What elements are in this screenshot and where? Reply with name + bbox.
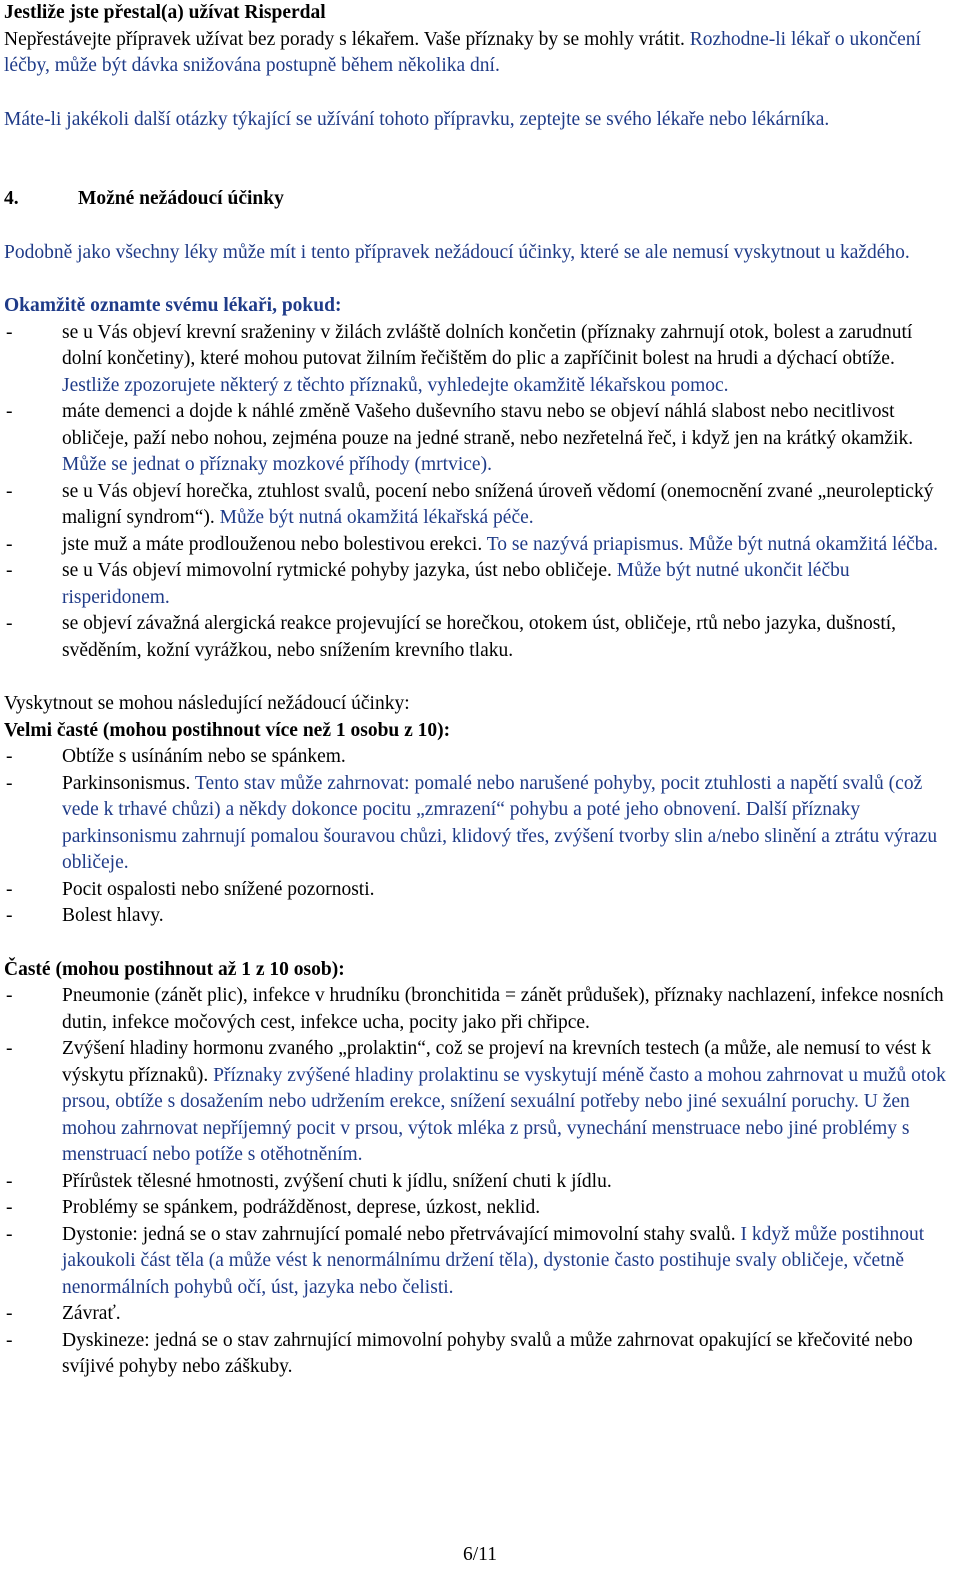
questions-text: Máte-li jakékoli další otázky týkající se užívání tohoto přípravku, zeptejte se svého lékaře nebo lékárníka. [4, 108, 830, 130]
stopping-heading: Jestliže jste přestal(a) užívat Risperdal [4, 2, 326, 23]
common-list [4, 983, 956, 1381]
list-item: - Parkinsonismus. Tento stav může zahrnovat: pomalé nebo narušené pohyby, pocit ztuhlosti a napětí svalů (což vede k trhavé chůzi) a někdy dokonce pocitu „zmrazení“ pohybu a poté jeho obnovení. Další příznaky parkinsonismu zahrnují pomalou šouravou chůzi, klidový třes, zvýšení tvorby slin a/nebo slinění a ztrátu výrazu obličeje. [4, 771, 956, 877]
list-item: - Závrať. [4, 1301, 956, 1328]
stopping-text: Nepřestávejte přípravek užívat bez porady s lékařem. Vaše příznaky by se mohly vrátit. Rozhodne-li lékař o ukončení léčby, může být dávka snižována postupně během několika dní. [4, 28, 921, 76]
list-item: - Dyskineze: jedná se o stav zahrnující mimovolní pohyby svalů a může zahrnovat opakující se křečovité nebo svíjivé pohyby nebo záškuby. [4, 1328, 956, 1381]
list-item: - máte demenci a dojde k náhlé změně Vašeho duševního stavu nebo se objeví náhlá slabost nebo necitlivost obličeje, paží nebo nohou, zejména pouze na jedné straně, nebo nezřetelná řeč, i když jen na krátký okamžik. Může se jednat o příznaky mozkové příhody (mrtvice). [4, 399, 956, 479]
common-heading: Časté (mohou postihnout až 1 z 10 osob): [4, 958, 345, 980]
list-item: - jste muž a máte prodlouženou nebo bolestivou erekci. To se nazývá priapismus. Může být nutná okamžitá léčba. [4, 532, 956, 559]
list-item: - Dystonie: jedná se o stav zahrnující pomalé nebo přetrvávající mimovolní stahy svalů. I když může postihnout jakoukoli část těla (a může vést k nenormálnímu držení těla), dystonie často postihuje svaly obličeje, včetně nenormálních pohybů očí, úst, jazyka nebo čelisti. [4, 1222, 956, 1302]
section-number: 4. [4, 188, 19, 209]
urgent-list [4, 320, 956, 665]
list-item: - Pocit ospalosti nebo snížené pozornosti. [4, 877, 956, 904]
list-item: - se objeví závažná alergická reakce projevující se horečkou, otokem úst, obličeje, rtů nebo jazyka, dušností, svěděním, kožní vyrážkou, nebo snížením krevního tlaku. [4, 611, 956, 664]
list-item: - Bolest hlavy. [4, 903, 956, 930]
side-effects-intro: Vyskytnout se mohou následující nežádoucí účinky: [4, 693, 410, 714]
section-title: Možné nežádoucí účinky [78, 188, 284, 209]
section-4-heading [4, 186, 956, 213]
list-item: - Přírůstek tělesné hmotnosti, zvýšení chuti k jídlu, snížení chuti k jídlu. [4, 1169, 956, 1196]
very-common-list [4, 744, 956, 930]
page-number: 6/11 [463, 1544, 497, 1565]
section-intro: Podobně jako všechny léky může mít i tento přípravek nežádoucí účinky, které se ale nemusí vyskytnout u každého. [4, 241, 910, 263]
list-item: - se u Vás objeví krevní sraženiny v žilách zvláště dolních končetin (příznaky zahrnují otok, bolest a zarudnutí dolní končetiny), které mohou putovat žilním řečištěm do plic a zapříčinit bolest na hrudi a dýchací obtíže. Jestliže zpozorujete některý z těchto příznaků, vyhledejte okamžitě lékařskou pomoc. [4, 320, 956, 400]
list-item: - Pneumonie (zánět plic), infekce v hrudníku (bronchitida = zánět průdušek), příznaky nachlazení, infekce nosních dutin, infekce močových cest, infekce ucha, pocity jako při chřipce. [4, 983, 956, 1036]
list-item: - Zvýšení hladiny hormonu zvaného „prolaktin“, což se projeví na krevních testech (a může, ale nemusí to vést k výskytu příznaků). Příznaky zvýšené hladiny prolaktinu se vyskytují méně často a mohou zahrnovat u mužů otok prsou, obtíže s dosažením nebo udržením erekce, snížení sexuální potřeby nebo jiné sexuální poruchy. U žen mohou zahrnovat nepříjemný pocit v prsou, výtok mléka z prsů, vynechání menstruace nebo jiné problémy s menstruací nebo potíže s otěhotněním. [4, 1036, 956, 1169]
list-item: - se u Vás objeví horečka, ztuhlost svalů, pocení nebo snížená úroveň vědomí (onemocnění zvané „neuroleptický maligní syndrom“). Může být nutná okamžitá lékařská péče. [4, 479, 956, 532]
list-item: - se u Vás objeví mimovolní rytmické pohyby jazyka, úst nebo obličeje. Může být nutné ukončit léčbu risperidonem. [4, 558, 956, 611]
list-item: - Obtíže s usínáním nebo se spánkem. [4, 744, 956, 771]
urgent-heading: Okamžitě oznamte svému lékaři, pokud: [4, 295, 342, 316]
very-common-heading: Velmi časté (mohou postihnout více než 1 osobu z 10): [4, 719, 451, 741]
list-item: - Problémy se spánkem, podrážděnost, deprese, úzkost, neklid. [4, 1195, 956, 1222]
